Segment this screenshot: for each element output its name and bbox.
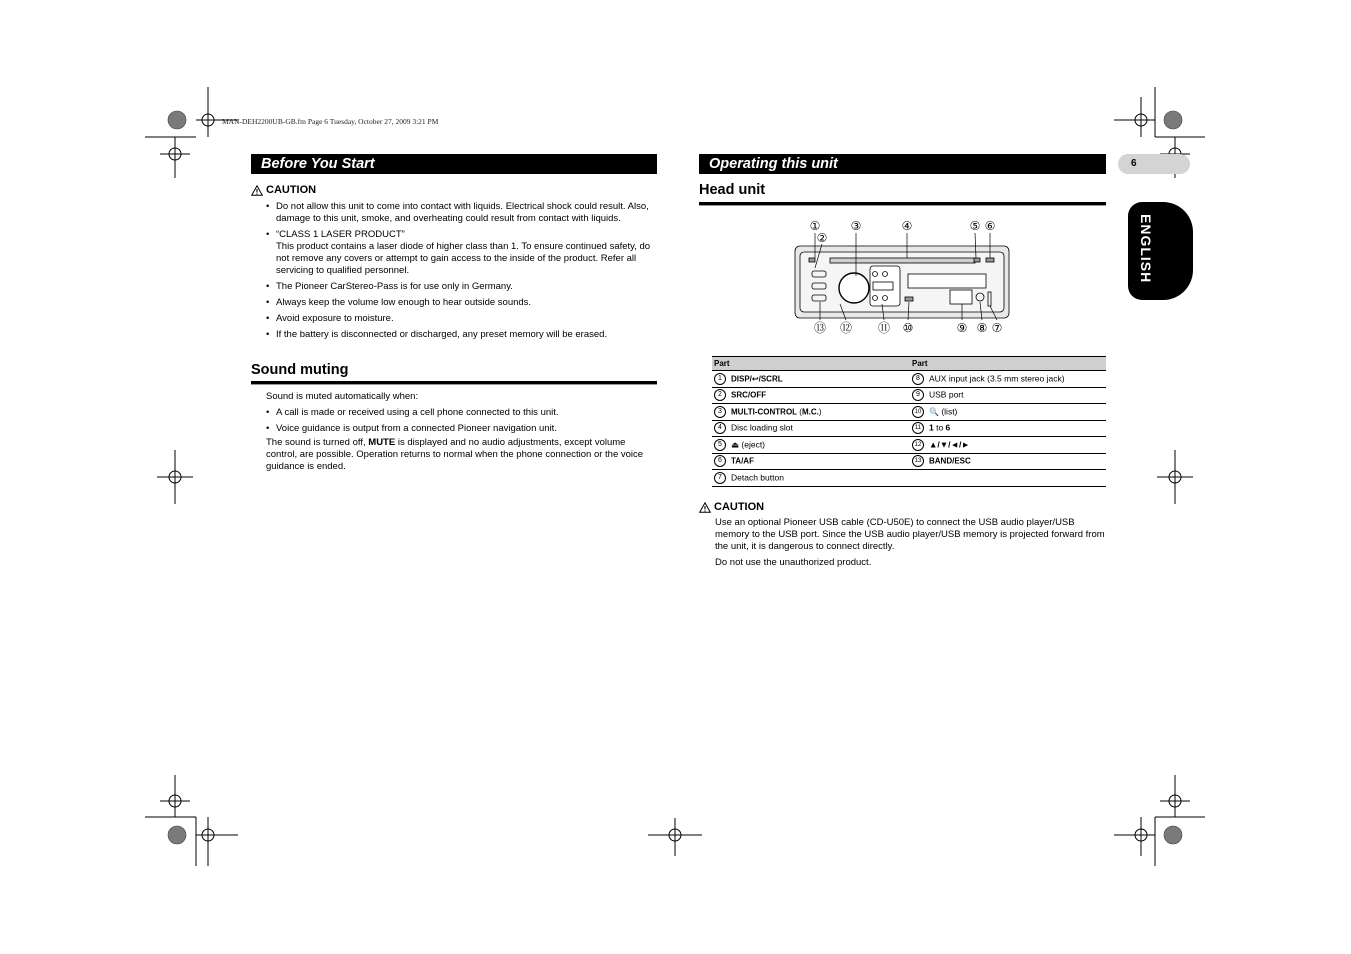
caution-label: CAUTION [714,501,765,513]
display-window [908,274,986,288]
callout-number: 10 [912,406,924,418]
usb-caution-text: Use an optional Pioneer USB cable (CD-U50E) to connect the USB audio player/USB memory to the USB port. Since the USB audio player/USB memory is projected forward from the unit, it is dangerous to connect directly. [715,517,1105,552]
control-name: DISP/ [731,374,752,383]
text-run: The sound is turned off, [266,437,369,448]
caution-label: CAUTION [266,184,317,196]
table-cell [712,437,910,454]
part-name: (eject) [739,439,766,449]
list-item: • Voice guidance is output from a connected Pioneer navigation unit. [266,423,656,435]
table-row [712,453,1106,470]
crosshair-mark [648,818,702,856]
part-name: AUX input jack (3.5 mm stereo jack) [929,373,1065,383]
control-name: MULTI-CONTROL [731,407,798,416]
callout-label: ⑨ [956,321,968,335]
control-name: /SCRL [758,374,783,383]
table-cell [910,437,1106,454]
section-title-bar [699,154,1106,174]
table-cell [910,404,1106,421]
callout-label: ⑥ [984,219,996,233]
callout-label: ② [816,231,828,245]
heading-rule [699,202,1106,206]
crosshair-mark [157,450,193,504]
callout-number: 9 [912,389,924,401]
table-cell [712,420,910,437]
callout-label: ⑬ [813,321,827,335]
page-number: 6 [1131,158,1137,169]
table-cell [712,404,910,421]
column-header: Part [712,357,910,371]
callout-number: 13 [912,455,924,467]
callout-label: ③ [850,219,862,233]
language-label: ENGLISH [1138,214,1154,284]
list-item: • Avoid exposure to moisture. [266,313,656,325]
table-cell [910,453,1106,470]
parts-table [712,356,1106,487]
color-target-mark [168,111,186,129]
caution-list [266,201,656,345]
control-name: 6 [945,422,951,433]
language-tab [1128,202,1193,300]
list-item: • Always keep the volume low enough to hear outside sounds. [266,297,656,309]
control-name: M.C. [801,407,819,416]
callout-number: 3 [714,406,726,418]
table-cell [712,453,910,470]
color-target-mark [1164,826,1182,844]
table-cell [712,470,910,487]
head-unit-heading: Head unit [699,182,766,198]
control-name: TA/AF [731,456,754,466]
table-header-row [712,357,1106,371]
crosshair-mark [196,87,238,137]
callout-number: 6 [714,455,726,467]
warning-icon [251,185,263,196]
callout-number: 1 [714,373,726,385]
crosshair-mark [196,817,238,866]
crosshair-mark [1155,775,1205,817]
control-name: 1 [929,422,934,433]
callout-number: 8 [912,373,924,385]
control-name: BAND/ESC [929,456,971,466]
caution-heading [251,184,316,196]
crosshair-mark [1157,450,1193,504]
usb-caution-text2: Do not use the unauthorized product. [715,557,872,568]
eject-icon: ⏏ [731,439,740,449]
callout-number: 12 [912,439,924,451]
text-run: is displayed and no audio adjustments, except volume control, are possible. Operation returns to normal when the phone connection or the voice guidance is ended. [266,437,644,472]
mute-word: MUTE [368,437,396,448]
text-run: to [933,422,946,433]
file-info: MAN-DEH2200UB-GB.fm Page 6 Tuesday, October 27, 2009 3:21 PM [222,117,439,126]
table-cell [910,470,1106,487]
list-item: • The Pioneer CarStereo-Pass is for use only in Germany. [266,281,656,293]
section-title-bar [251,154,657,174]
part-name: Detach button [731,472,784,482]
sound-muting-heading: Sound muting [251,362,349,378]
caution-heading [699,501,764,513]
list-item: • If the battery is disconnected or discharged, any preset memory will be erased. [266,329,656,341]
callout-label: ⑦ [991,321,1003,335]
control-name: SRC/OFF [731,390,767,400]
crosshair-mark [1114,87,1155,137]
table-row [712,437,1106,454]
color-target-mark [1164,111,1182,129]
crosshair-mark [1114,817,1155,866]
muting-list [266,407,656,439]
text-run: ) [818,407,822,416]
part-name: (list) [938,406,958,416]
muting-description [266,437,656,473]
section-title: Operating this unit [709,156,838,172]
arrow-keys-label: ▲/▼/◄/► [929,439,970,449]
callout-number: 7 [714,472,726,484]
table-row [712,404,1106,421]
page-number-tab [1118,154,1190,174]
color-target-mark [168,826,186,844]
table-row [712,371,1106,388]
part-name: USB port [929,389,964,400]
head-unit-diagram [790,216,1020,338]
list-item: • Do not allow this unit to come into contact with liquids. Electrical shock could result. Also, damage to this unit, smoke, and overheating could result from contact with liquids. [266,201,656,225]
table-cell [910,371,1106,388]
muting-intro: Sound is muted automatically when: [266,391,419,402]
callout-label: ⑫ [839,321,853,335]
warning-icon [699,502,711,513]
back-arrow-icon: ↩ [751,374,759,383]
table-row [712,420,1106,437]
column-header: Part [910,357,1106,371]
heading-rule [251,381,657,385]
callout-label: ⑩ [902,321,914,335]
callout-label: ① [809,219,821,233]
list-item: • A call is made or received using a cell phone connected to this unit. [266,407,656,419]
callout-label: ⑪ [877,321,891,335]
part-name: Disc loading slot [731,422,793,433]
disc-slot [830,258,975,263]
table-row [712,387,1106,404]
table-cell [910,420,1106,437]
list-item: • “CLASS 1 LASER PRODUCT” This product contains a laser diode of higher class than 1. To ensure continued safety, do not remove any covers or attempt to gain access to the inside of the product. Refer all servicing to qualified personnel. [266,229,656,277]
table-cell [712,387,910,404]
table-row [712,470,1106,487]
search-icon: 🔍 [929,407,939,416]
text-run: ( [797,407,802,416]
table-cell [712,371,910,388]
callout-label: ⑧ [976,321,988,335]
callout-number: 11 [912,422,924,434]
callout-number: 4 [714,422,726,434]
table-cell [910,387,1106,404]
callout-number: 5 [714,439,726,451]
callout-label: ④ [901,219,913,233]
multi-control-dial [839,273,869,303]
callout-label: ⑤ [969,219,981,233]
section-title: Before You Start [261,156,375,172]
crosshair-mark [145,775,196,817]
crosshair-mark [145,137,196,178]
callout-number: 2 [714,389,726,401]
